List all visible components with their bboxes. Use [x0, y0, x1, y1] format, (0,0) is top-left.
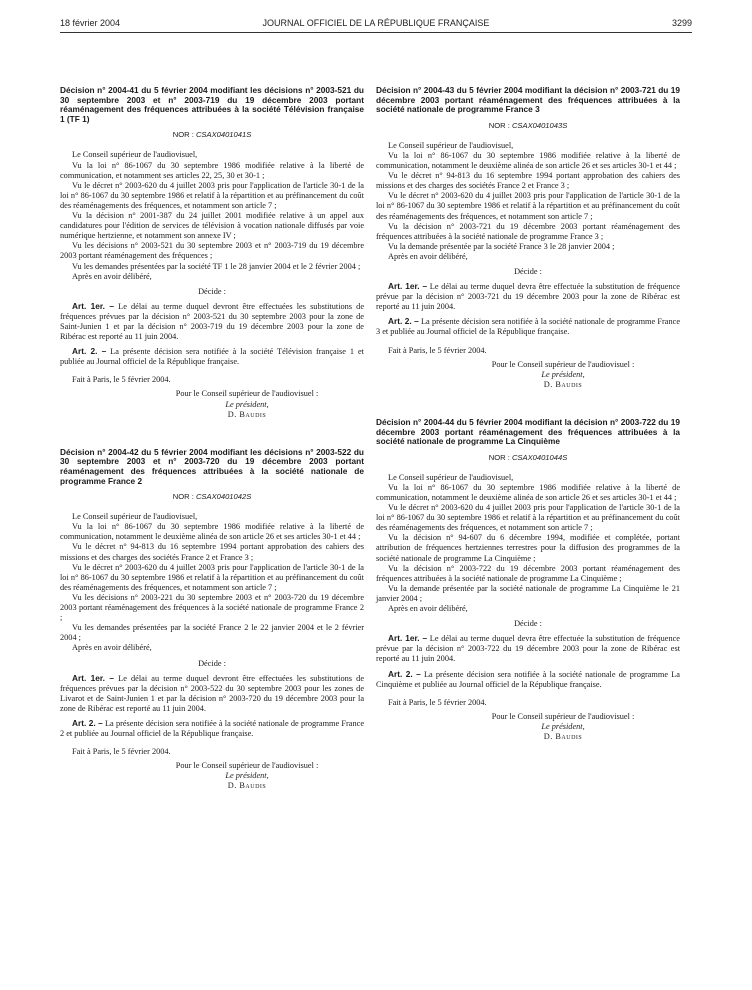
decision-2004-41	[60, 86, 364, 420]
signature-block	[60, 389, 364, 419]
article-label: Art. 2. –	[72, 346, 107, 357]
article-text: Le délai au terme duquel devra être effectuée la substitution de fréquence prévue par la décision n° 2003-722 du 19 décembre 2003 pour la zone de Ribérac est reporté au 11 juin 2004.	[376, 634, 680, 664]
article-label: Art. 1er. –	[72, 300, 114, 311]
visa-paragraph: Vu le décret n° 2003-620 du 4 juillet 2003 pris pour l'application de l'article 30-1 de la loi n° 86-1067 du 30 septembre 1986 et relatif à la répartition et au préfinancement du coût des réaménagements des fréquences, et notamment son article 7 ;	[60, 180, 364, 210]
article	[60, 673, 364, 714]
article	[60, 301, 364, 342]
visa-paragraph: Le Conseil supérieur de l'audiovisuel,	[72, 512, 198, 522]
visa-paragraph: Vu la décision n° 2003-721 du 19 décembre 2003 portant réaménagement des fréquences attribuées à la société nationale de programme France 3 ;	[376, 221, 680, 241]
visa-paragraph: Vu la loi n° 86-1067 du 30 septembre 1986 modifiée relative à la liberté de communication, et notamment ses articles 22, 25, 30 et 30-1 ;	[60, 160, 364, 180]
nor-reference	[376, 453, 680, 463]
article-text: Le délai au terme duquel devront être effectuées les substitutions de fréquences prévues par la décision n° 2003-522 du 30 septembre 2003 pour les zones de Livarot et de Saint-Junien 1 et par la décision n° 2003-720 du 19 décembre 2003 pour la zone de Ribérac est reporté au 11 juin 2004.	[60, 673, 365, 713]
article-text: Le délai au terme duquel devra être effectuée la substitution de fréquence prévue par la décision n° 2003-721 du 19 décembre 2003 pour la zone de Ribérac est reporté au 11 juin 2004.	[376, 282, 680, 312]
visa-paragraph: Après en avoir délibéré,	[388, 251, 468, 261]
visa-paragraph: Vu les décisions n° 2003-521 du 30 septembre 2003 et n° 2003-719 du 19 décembre 2003 portant réaménagement des fréquences ;	[60, 241, 364, 261]
decide-heading: Décide :	[514, 619, 542, 629]
nor-reference	[376, 121, 680, 131]
decide-heading: Décide :	[198, 286, 226, 296]
visa-paragraph: Après en avoir délibéré,	[388, 604, 468, 614]
visa-paragraph: Le Conseil supérieur de l'audiovisuel,	[72, 150, 198, 160]
visa-paragraph: Le Conseil supérieur de l'audiovisuel,	[388, 140, 514, 150]
visa-paragraph: Vu la décision n° 2001-387 du 24 juillet 2001 modifiée relative à un appel aux candidatures pour l'édition de services de télévision à vocation nationale diffusés par voie numérique hertzienne, et notamment son annexe IV ;	[60, 211, 364, 241]
signature-name: D. Baudis	[227, 409, 267, 419]
article-label: Art. 2. –	[388, 668, 421, 679]
signature-role: Le président,	[541, 721, 585, 731]
right-column	[376, 86, 680, 742]
visa-paragraph: Vu les demandes présentées par la société France 2 le 22 janvier 2004 et le 2 février 2004 ;	[60, 623, 364, 643]
article	[376, 669, 680, 690]
signature-role: Le président,	[541, 369, 585, 379]
visa-paragraph: Vu le décret n° 2003-620 du 4 juillet 2003 pris pour l'application de l'article 30-1 de la loi n° 86-1067 du 30 septembre 1986 et relatif à la répartition et au préfinancement du coût des réaménagements des fréquences, et notamment son article 7 ;	[376, 191, 680, 221]
visa-paragraph: Vu la décision n° 2003-722 du 19 décembre 2003 portant réaménagement des fréquences attribuées à la société nationale de programme La Cinquième ;	[376, 563, 680, 583]
signature-role: Le président,	[225, 399, 269, 409]
journal-title: JOURNAL OFFICIEL DE LA RÉPUBLIQUE FRANÇAISE	[262, 18, 490, 28]
article-text: La présente décision sera notifiée à la société nationale de programme France 2 et publiée au Journal officiel de la République française.	[60, 718, 364, 739]
article	[60, 346, 364, 367]
visa-paragraph: Vu la loi n° 86-1067 du 30 septembre 1986 modifiée relative à la liberté de communication, notamment le deuxième alinéa de son article 26 et ses articles 30-1 et 44 ;	[60, 522, 364, 542]
visa-paragraph: Vu le décret n° 94-813 du 16 septembre 1994 portant approbation des cahiers des missions et des charges des sociétés France 2 et France 3 ;	[60, 542, 364, 562]
signature-name: D. Baudis	[543, 731, 583, 741]
visa-paragraph: Vu le décret n° 2003-620 du 4 juillet 2003 pris pour l'application de l'article 30-1 de la loi n° 86-1067 du 30 septembre 1986 et relatif à la répartition et au préfinancement du coût des réaménagements des fréquences, et notamment son article 7 ;	[376, 503, 680, 533]
visa-paragraph: Vu le décret n° 2003-620 du 4 juillet 2003 pris pour l'application de l'article 30-1 de la loi n° 86-1067 du 30 septembre 1986 et relatif à la répartition et au préfinancement du coût des réaménagements des fréquences, et notamment son article 7 ;	[60, 562, 364, 592]
article-text: La présente décision sera notifiée à la société nationale de programme France 3 et publiée au Journal officiel de la République française.	[376, 317, 680, 337]
nor-reference	[60, 130, 364, 140]
signature-block	[60, 761, 364, 791]
decision-title: Décision n° 2004-44 du 5 février 2004 modifiant la décision n° 2003-722 du 19 décembre 2003 portant réaménagement des fréquences attribuées à la société nationale de programme La Cinquième	[376, 416, 680, 447]
decision-2004-43	[376, 86, 680, 390]
article-label: Art. 2. –	[388, 316, 419, 327]
visa-paragraph: Après en avoir délibéré,	[72, 271, 152, 281]
fait-a-paris: Fait à Paris, le 5 février 2004.	[388, 697, 487, 707]
article	[376, 316, 680, 337]
decision-title: Décision n° 2004-42 du 5 février 2004 modifiant les décisions n° 2003-522 du 30 septembre 2003 et n° 2003-720 du 19 décembre 2003 portant réaménagement des fréquences attribuées à la société nationale de programme France 2	[60, 446, 364, 486]
signature-role: Le président,	[225, 771, 269, 781]
fait-a-paris: Fait à Paris, le 5 février 2004.	[72, 375, 171, 385]
visa-paragraph: Vu la demande présentée par la société nationale de programme La Cinquième le 21 janvier 2004 ;	[376, 583, 680, 603]
nor-code: CSAX0401041S	[195, 130, 252, 140]
visa-paragraph: Vu la loi n° 86-1067 du 30 septembre 1986 modifiée relative à la liberté de communication, notamment le deuxième alinéa de son article 26 et ses articles 30-1 et 44 ;	[376, 150, 680, 171]
page-number: 3299	[671, 18, 692, 28]
decide-heading: Décide :	[514, 267, 542, 276]
signature-name: D. Baudis	[227, 781, 267, 791]
left-column	[60, 86, 364, 792]
article	[60, 718, 364, 739]
header-rule	[60, 32, 692, 33]
article-text: Le délai au terme duquel devront être effectuées les substitutions de fréquences prévues par la décision n° 2003-521 du 30 septembre 2003 pour la zone de Saint-Junien 1 et par la décision n° 2003-719 du 19 décembre 2003 pour la zone de Ribérac est reporté au 11 juin 2004.	[60, 301, 365, 342]
article	[376, 633, 680, 664]
nor-reference	[60, 492, 364, 502]
article-label: Art. 1er. –	[388, 633, 428, 644]
fait-a-paris: Fait à Paris, le 5 février 2004.	[72, 747, 171, 757]
decision-title: Décision n° 2004-43 du 5 février 2004 modifiant la décision n° 2003-721 du 19 décembre 2003 portant réaménagement des fréquences attribuées à la société nationale de programme France 3	[376, 85, 680, 115]
signature-block	[376, 712, 680, 742]
article-text: La présente décision sera notifiée à la société Télévision française 1 et publiée au Journal officiel de la République française.	[60, 347, 364, 367]
nor-code: CSAX0401042S	[195, 492, 252, 502]
page-header	[60, 18, 692, 32]
decision-title: Décision n° 2004-41 du 5 février 2004 modifiant les décisions n° 2003-521 du 30 septembre 2003 et n° 2003-719 du 19 décembre 2003 portant réaménagement des fréquences attribuées à la société Télévision française 1 (TF 1)	[60, 85, 364, 124]
article-label: Art. 2. –	[72, 717, 103, 728]
visa-paragraph: Vu le décret n° 94-813 du 16 septembre 1994 portant approbation des cahiers des missions et des charges des sociétés France 2 et France 3 ;	[376, 171, 680, 191]
signature-line: Pour le Conseil supérieur de l'audiovisuel :	[491, 359, 635, 369]
fait-a-paris: Fait à Paris, le 5 février 2004.	[388, 345, 487, 355]
visa-paragraph: Vu les demandes présentées par la société TF 1 le 28 janvier 2004 et le 2 février 2004 ;	[72, 261, 361, 271]
decide-heading: Décide :	[198, 658, 226, 668]
visa-paragraph: Vu les décisions n° 2003-221 du 30 septembre 2003 et n° 2003-720 du 19 décembre 2003 portant réaménagement des fréquences à la société nationale de programme France 2 ;	[60, 592, 364, 623]
signature-line: Pour le Conseil supérieur de l'audiovisuel :	[175, 761, 319, 771]
nor-label: NOR :	[488, 120, 510, 130]
article-label: Art. 1er. –	[72, 672, 114, 683]
header-date: 18 février 2004	[60, 18, 121, 28]
visa-paragraph: Vu la décision n° 94-607 du 6 décembre 1994, modifiée et complétée, portant attribution de fréquences hertziennes terrestres pour la diffusion des programmes de la société nationale de programme La Cinquième ;	[376, 533, 680, 563]
article-text: La présente décision sera notifiée à la société nationale de programme La Cinquième et publiée au Journal officiel de la République française.	[376, 669, 680, 689]
visa-paragraph: Après en avoir délibéré,	[72, 643, 152, 653]
visa-paragraph: Vu la loi n° 86-1067 du 30 septembre 1986 modifiée relative à la liberté de communication, notamment le deuxième alinéa de son article 26 et ses articles 30-1 et 44 ;	[376, 482, 680, 502]
nor-code: CSAX0401044S	[511, 452, 568, 462]
visa-paragraph: Vu la demande présentée par la société France 3 le 28 janvier 2004 ;	[388, 241, 615, 251]
signature-name: D. Baudis	[543, 379, 583, 389]
decision-2004-42	[60, 448, 364, 792]
signature-block	[376, 360, 680, 390]
article-label: Art. 1er. –	[388, 281, 428, 292]
nor-label: NOR :	[172, 492, 194, 502]
nor-code: CSAX0401043S	[511, 120, 568, 130]
nor-label: NOR :	[172, 130, 194, 140]
signature-line: Pour le Conseil supérieur de l'audiovisuel :	[175, 389, 319, 399]
visa-paragraph: Le Conseil supérieur de l'audiovisuel,	[388, 472, 514, 482]
decision-2004-44	[376, 418, 680, 742]
signature-line: Pour le Conseil supérieur de l'audiovisuel :	[491, 711, 635, 721]
article	[376, 281, 680, 312]
nor-label: NOR :	[488, 452, 510, 462]
